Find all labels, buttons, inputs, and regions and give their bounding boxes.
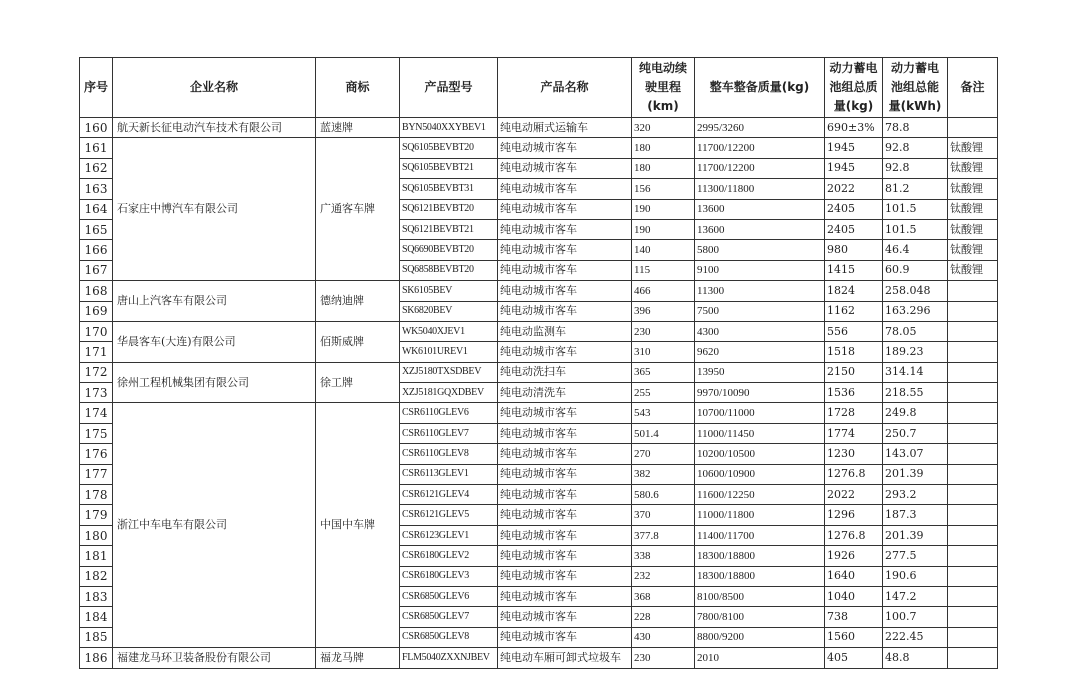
note-cell: 钛酸锂 <box>948 138 998 158</box>
battery-energy-cell: 78.8 <box>883 118 948 138</box>
range-cell: 430 <box>632 627 695 647</box>
header-model: 产品型号 <box>400 58 498 118</box>
note-cell <box>948 566 998 586</box>
curb-mass-cell: 9970/10090 <box>695 383 825 403</box>
range-cell: 338 <box>632 546 695 566</box>
product-name-cell: 纯电动城市客车 <box>498 464 632 484</box>
battery-mass-cell: 980 <box>825 240 883 260</box>
note-cell <box>948 444 998 464</box>
model-cell: SQ6121BEVBT20 <box>400 199 498 219</box>
curb-mass-cell: 11400/11700 <box>695 525 825 545</box>
row-idx: 185 <box>80 627 113 647</box>
curb-mass-cell: 9620 <box>695 342 825 362</box>
model-cell: CSR6850GLEV7 <box>400 607 498 627</box>
range-cell: 543 <box>632 403 695 423</box>
model-cell: CSR6850GLEV6 <box>400 586 498 606</box>
curb-mass-cell: 18300/18800 <box>695 546 825 566</box>
row-idx: 175 <box>80 423 113 443</box>
battery-mass-cell: 2022 <box>825 485 883 505</box>
battery-energy-cell: 249.8 <box>883 403 948 423</box>
model-cell: WK5040XJEV1 <box>400 321 498 341</box>
note-cell: 钛酸锂 <box>948 240 998 260</box>
row-idx: 168 <box>80 281 113 301</box>
range-cell: 190 <box>632 199 695 219</box>
model-cell: CSR6121GLEV4 <box>400 485 498 505</box>
header-company: 企业名称 <box>113 58 316 118</box>
product-name-cell: 纯电动城市客车 <box>498 199 632 219</box>
product-name-cell: 纯电动城市客车 <box>498 525 632 545</box>
model-cell: SQ6121BEVBT21 <box>400 219 498 239</box>
note-cell: 钛酸锂 <box>948 219 998 239</box>
note-cell <box>948 546 998 566</box>
note-cell <box>948 423 998 443</box>
company-cell: 航天新长征电动汽车技术有限公司 <box>113 118 316 138</box>
range-cell: 156 <box>632 179 695 199</box>
battery-energy-cell: 60.9 <box>883 260 948 280</box>
curb-mass-cell: 18300/18800 <box>695 566 825 586</box>
product-name-cell: 纯电动城市客车 <box>498 219 632 239</box>
battery-mass-cell: 1926 <box>825 546 883 566</box>
table-row <box>80 281 998 301</box>
table-row <box>80 648 998 668</box>
model-cell: CSR6121GLEV5 <box>400 505 498 525</box>
curb-mass-cell: 10200/10500 <box>695 444 825 464</box>
note-cell <box>948 281 998 301</box>
model-cell: SK6820BEV <box>400 301 498 321</box>
row-idx: 183 <box>80 586 113 606</box>
battery-mass-cell: 1296 <box>825 505 883 525</box>
battery-energy-cell: 46.4 <box>883 240 948 260</box>
battery-mass-cell: 2022 <box>825 179 883 199</box>
header-range <box>632 58 695 118</box>
curb-mass-cell: 7800/8100 <box>695 607 825 627</box>
range-cell: 228 <box>632 607 695 627</box>
vehicle-catalog-table <box>79 57 998 669</box>
row-idx: 186 <box>80 648 113 668</box>
battery-mass-cell: 1040 <box>825 586 883 606</box>
note-cell <box>948 627 998 647</box>
company-cell: 浙江中车电车有限公司 <box>113 403 316 648</box>
model-cell: SQ6690BEVBT20 <box>400 240 498 260</box>
row-idx: 166 <box>80 240 113 260</box>
model-cell: SK6105BEV <box>400 281 498 301</box>
battery-energy-cell: 92.8 <box>883 158 948 178</box>
battery-mass-cell: 1945 <box>825 138 883 158</box>
brand-cell: 广通客车牌 <box>316 138 400 281</box>
curb-mass-cell: 13950 <box>695 362 825 382</box>
battery-mass-cell: 556 <box>825 321 883 341</box>
note-cell <box>948 607 998 627</box>
battery-mass-cell: 1518 <box>825 342 883 362</box>
product-name-cell: 纯电动城市客车 <box>498 240 632 260</box>
battery-mass-cell: 1230 <box>825 444 883 464</box>
model-cell: SQ6105BEVBT21 <box>400 158 498 178</box>
model-cell: CSR6850GLEV8 <box>400 627 498 647</box>
header-battery-energy <box>883 58 948 118</box>
product-name-cell: 纯电动监测车 <box>498 321 632 341</box>
table-header-row <box>80 58 998 118</box>
range-cell: 396 <box>632 301 695 321</box>
row-idx: 184 <box>80 607 113 627</box>
header-battery-energy-line3: 量(kWh) <box>888 99 942 113</box>
note-cell <box>948 301 998 321</box>
curb-mass-cell: 11000/11450 <box>695 423 825 443</box>
header-battery-mass <box>825 58 883 118</box>
row-idx: 176 <box>80 444 113 464</box>
battery-energy-cell: 81.2 <box>883 179 948 199</box>
range-cell: 270 <box>632 444 695 464</box>
range-cell: 190 <box>632 219 695 239</box>
battery-energy-cell: 48.8 <box>883 648 948 668</box>
header-battery-mass-line2: 池组总质 <box>829 80 878 94</box>
battery-energy-cell: 222.45 <box>883 627 948 647</box>
model-cell: FLM5040ZXXNJBEV <box>400 648 498 668</box>
curb-mass-cell: 11700/12200 <box>695 138 825 158</box>
table-row <box>80 138 998 158</box>
product-name-cell: 纯电动城市客车 <box>498 281 632 301</box>
range-cell: 255 <box>632 383 695 403</box>
battery-mass-cell: 690±3% <box>825 118 883 138</box>
battery-energy-cell: 189.23 <box>883 342 948 362</box>
battery-mass-cell: 2150 <box>825 362 883 382</box>
note-cell <box>948 118 998 138</box>
battery-mass-cell: 1774 <box>825 423 883 443</box>
product-name-cell: 纯电动厢式运输车 <box>498 118 632 138</box>
battery-mass-cell: 1728 <box>825 403 883 423</box>
curb-mass-cell: 11700/12200 <box>695 158 825 178</box>
model-cell: CSR6180GLEV3 <box>400 566 498 586</box>
brand-cell: 徐工牌 <box>316 362 400 403</box>
model-cell: SQ6105BEVBT31 <box>400 179 498 199</box>
battery-energy-cell: 250.7 <box>883 423 948 443</box>
range-cell: 580.6 <box>632 485 695 505</box>
row-idx: 165 <box>80 219 113 239</box>
curb-mass-cell: 11300/11800 <box>695 179 825 199</box>
header-idx: 序号 <box>80 58 113 118</box>
battery-mass-cell: 1162 <box>825 301 883 321</box>
battery-mass-cell: 1536 <box>825 383 883 403</box>
brand-cell: 德纳迪牌 <box>316 281 400 322</box>
battery-energy-cell: 101.5 <box>883 199 948 219</box>
header-battery-energy-line1: 动力蓄电 <box>890 61 939 75</box>
product-name-cell: 纯电动城市客车 <box>498 260 632 280</box>
battery-energy-cell: 293.2 <box>883 485 948 505</box>
product-name-cell: 纯电动城市客车 <box>498 566 632 586</box>
table-row <box>80 403 998 423</box>
product-name-cell: 纯电动城市客车 <box>498 403 632 423</box>
row-idx: 179 <box>80 505 113 525</box>
company-cell: 华晨客车(大连)有限公司 <box>113 321 316 362</box>
header-curb-mass: 整车整备质量(kg) <box>695 58 825 118</box>
product-name-cell: 纯电动城市客车 <box>498 138 632 158</box>
row-idx: 161 <box>80 138 113 158</box>
table-row <box>80 362 998 382</box>
curb-mass-cell: 4300 <box>695 321 825 341</box>
row-idx: 181 <box>80 546 113 566</box>
battery-mass-cell: 2405 <box>825 199 883 219</box>
range-cell: 115 <box>632 260 695 280</box>
company-cell: 徐州工程机械集团有限公司 <box>113 362 316 403</box>
battery-mass-cell: 738 <box>825 607 883 627</box>
note-cell: 钛酸锂 <box>948 199 998 219</box>
battery-energy-cell: 314.14 <box>883 362 948 382</box>
product-name-cell: 纯电动城市客车 <box>498 342 632 362</box>
range-cell: 382 <box>632 464 695 484</box>
product-name-cell: 纯电动城市客车 <box>498 158 632 178</box>
range-cell: 140 <box>632 240 695 260</box>
battery-mass-cell: 1640 <box>825 566 883 586</box>
model-cell: BYN5040XXYBEV1 <box>400 118 498 138</box>
curb-mass-cell: 10700/11000 <box>695 403 825 423</box>
product-name-cell: 纯电动城市客车 <box>498 179 632 199</box>
company-cell: 唐山上汽客车有限公司 <box>113 281 316 322</box>
note-cell <box>948 383 998 403</box>
row-idx: 163 <box>80 179 113 199</box>
range-cell: 320 <box>632 118 695 138</box>
range-cell: 501.4 <box>632 423 695 443</box>
model-cell: CSR6113GLEV1 <box>400 464 498 484</box>
header-range-line2: 驶里程 <box>644 80 681 94</box>
battery-energy-cell: 163.296 <box>883 301 948 321</box>
row-idx: 177 <box>80 464 113 484</box>
product-name-cell: 纯电动城市客车 <box>498 546 632 566</box>
battery-energy-cell: 190.6 <box>883 566 948 586</box>
battery-energy-cell: 92.8 <box>883 138 948 158</box>
note-cell <box>948 362 998 382</box>
note-cell <box>948 342 998 362</box>
range-cell: 230 <box>632 321 695 341</box>
curb-mass-cell: 11300 <box>695 281 825 301</box>
table-row <box>80 118 998 138</box>
header-product-name: 产品名称 <box>498 58 632 118</box>
battery-energy-cell: 218.55 <box>883 383 948 403</box>
battery-energy-cell: 78.05 <box>883 321 948 341</box>
company-cell: 石家庄中博汽车有限公司 <box>113 138 316 281</box>
row-idx: 173 <box>80 383 113 403</box>
model-cell: WK6101UREV1 <box>400 342 498 362</box>
row-idx: 172 <box>80 362 113 382</box>
range-cell: 365 <box>632 362 695 382</box>
model-cell: XZJ5180TXSDBEV <box>400 362 498 382</box>
row-idx: 182 <box>80 566 113 586</box>
row-idx: 169 <box>80 301 113 321</box>
product-name-cell: 纯电动车厢可卸式垃圾车 <box>498 648 632 668</box>
battery-energy-cell: 258.048 <box>883 281 948 301</box>
battery-energy-cell: 100.7 <box>883 607 948 627</box>
battery-energy-cell: 101.5 <box>883 219 948 239</box>
curb-mass-cell: 8100/8500 <box>695 586 825 606</box>
battery-mass-cell: 1415 <box>825 260 883 280</box>
curb-mass-cell: 2995/3260 <box>695 118 825 138</box>
battery-mass-cell: 1945 <box>825 158 883 178</box>
battery-energy-cell: 187.3 <box>883 505 948 525</box>
brand-cell: 蓝速牌 <box>316 118 400 138</box>
note-cell: 钛酸锂 <box>948 179 998 199</box>
brand-cell: 福龙马牌 <box>316 648 400 668</box>
note-cell <box>948 648 998 668</box>
battery-mass-cell: 1276.8 <box>825 525 883 545</box>
note-cell <box>948 505 998 525</box>
range-cell: 180 <box>632 158 695 178</box>
row-idx: 171 <box>80 342 113 362</box>
note-cell <box>948 464 998 484</box>
battery-mass-cell: 1276.8 <box>825 464 883 484</box>
model-cell: CSR6123GLEV1 <box>400 525 498 545</box>
header-note: 备注 <box>948 58 998 118</box>
model-cell: CSR6110GLEV6 <box>400 403 498 423</box>
battery-energy-cell: 201.39 <box>883 525 948 545</box>
product-name-cell: 纯电动城市客车 <box>498 485 632 505</box>
header-battery-mass-line3: 量(kg) <box>833 99 874 113</box>
note-cell <box>948 525 998 545</box>
header-brand: 商标 <box>316 58 400 118</box>
header-range-line3: (km) <box>647 99 679 113</box>
range-cell: 180 <box>632 138 695 158</box>
brand-cell: 佰斯威牌 <box>316 321 400 362</box>
battery-energy-cell: 201.39 <box>883 464 948 484</box>
battery-energy-cell: 147.2 <box>883 586 948 606</box>
row-idx: 178 <box>80 485 113 505</box>
note-cell: 钛酸锂 <box>948 260 998 280</box>
model-cell: CSR6180GLEV2 <box>400 546 498 566</box>
curb-mass-cell: 11000/11800 <box>695 505 825 525</box>
row-idx: 180 <box>80 525 113 545</box>
product-name-cell: 纯电动城市客车 <box>498 627 632 647</box>
battery-mass-cell: 1560 <box>825 627 883 647</box>
row-idx: 160 <box>80 118 113 138</box>
curb-mass-cell: 7500 <box>695 301 825 321</box>
row-idx: 164 <box>80 199 113 219</box>
row-idx: 174 <box>80 403 113 423</box>
range-cell: 466 <box>632 281 695 301</box>
product-name-cell: 纯电动城市客车 <box>498 586 632 606</box>
note-cell <box>948 485 998 505</box>
model-cell: SQ6858BEVBT20 <box>400 260 498 280</box>
battery-energy-cell: 277.5 <box>883 546 948 566</box>
header-battery-mass-line1: 动力蓄电 <box>829 61 878 75</box>
row-idx: 162 <box>80 158 113 178</box>
model-cell: SQ6105BEVBT20 <box>400 138 498 158</box>
curb-mass-cell: 9100 <box>695 260 825 280</box>
product-name-cell: 纯电动城市客车 <box>498 505 632 525</box>
note-cell <box>948 403 998 423</box>
battery-energy-cell: 143.07 <box>883 444 948 464</box>
product-name-cell: 纯电动清洗车 <box>498 383 632 403</box>
header-range-line1: 纯电动续 <box>638 61 687 75</box>
brand-cell: 中国中车牌 <box>316 403 400 648</box>
note-cell: 钛酸锂 <box>948 158 998 178</box>
curb-mass-cell: 2010 <box>695 648 825 668</box>
note-cell <box>948 586 998 606</box>
battery-mass-cell: 1824 <box>825 281 883 301</box>
range-cell: 370 <box>632 505 695 525</box>
product-name-cell: 纯电动城市客车 <box>498 423 632 443</box>
product-name-cell: 纯电动城市客车 <box>498 301 632 321</box>
header-battery-energy-line2: 池组总能 <box>890 80 939 94</box>
table-row <box>80 321 998 341</box>
company-cell: 福建龙马环卫装备股份有限公司 <box>113 648 316 668</box>
battery-mass-cell: 405 <box>825 648 883 668</box>
curb-mass-cell: 11600/12250 <box>695 485 825 505</box>
model-cell: XZJ5181GQXDBEV <box>400 383 498 403</box>
model-cell: CSR6110GLEV8 <box>400 444 498 464</box>
row-idx: 170 <box>80 321 113 341</box>
curb-mass-cell: 8800/9200 <box>695 627 825 647</box>
row-idx: 167 <box>80 260 113 280</box>
curb-mass-cell: 13600 <box>695 219 825 239</box>
battery-mass-cell: 2405 <box>825 219 883 239</box>
range-cell: 377.8 <box>632 525 695 545</box>
range-cell: 310 <box>632 342 695 362</box>
product-name-cell: 纯电动洗扫车 <box>498 362 632 382</box>
note-cell <box>948 321 998 341</box>
range-cell: 368 <box>632 586 695 606</box>
model-cell: CSR6110GLEV7 <box>400 423 498 443</box>
curb-mass-cell: 5800 <box>695 240 825 260</box>
product-name-cell: 纯电动城市客车 <box>498 444 632 464</box>
product-name-cell: 纯电动城市客车 <box>498 607 632 627</box>
curb-mass-cell: 10600/10900 <box>695 464 825 484</box>
range-cell: 230 <box>632 648 695 668</box>
curb-mass-cell: 13600 <box>695 199 825 219</box>
range-cell: 232 <box>632 566 695 586</box>
